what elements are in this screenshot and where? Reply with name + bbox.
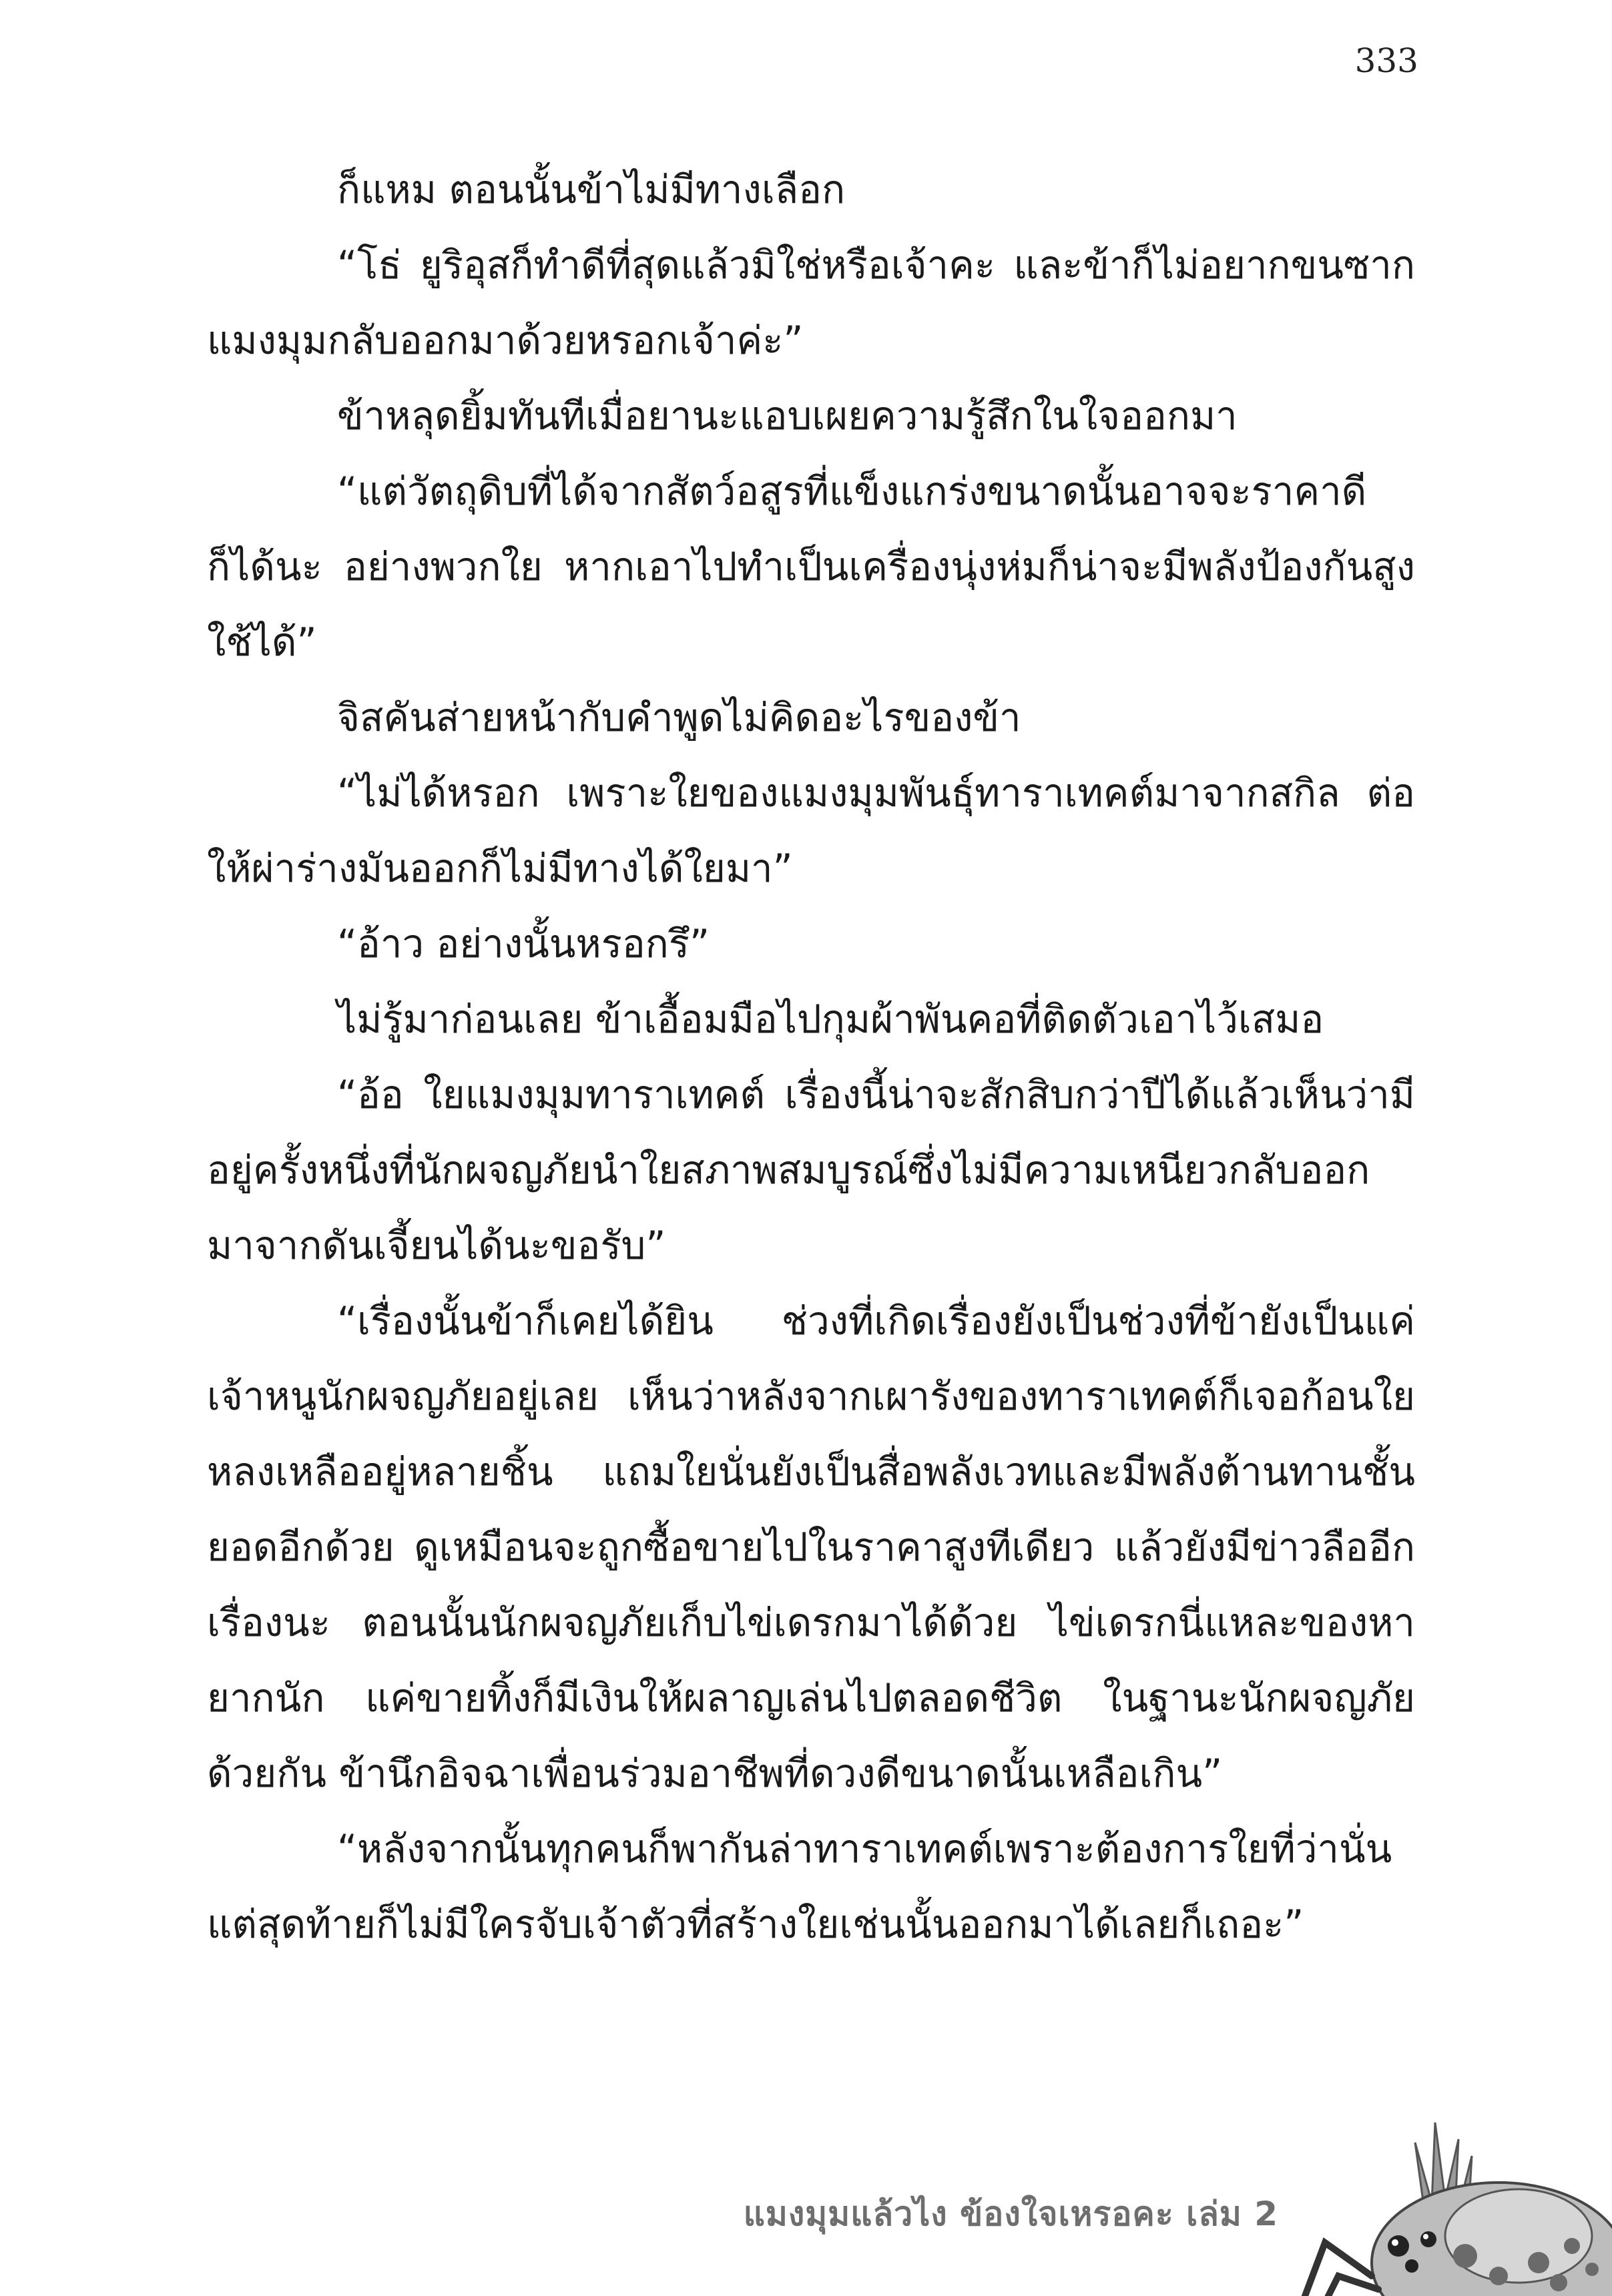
paragraph: “แต่วัตถุดิบที่ได้จากสัตว์อสูรที่แข็งแกร่งขนาดนั้นอาจจะราคาดีก็ได้นะ อย่างพวกใย หากเอาไปทำเป็นเครื่องนุ่งห่มก็น่าจะมีพลังป้องกันสูงใช้ได้” [207,469,1415,665]
footer-book-title: แมงมุมแล้วไง ข้องใจเหรอคะ เล่ม 2 [743,2195,1278,2233]
paragraph: “อ้อ ใยแมงมุมทาราเทคต์ เรื่องนี้น่าจะสักสิบกว่าปีได้แล้วเห็นว่ามีอยู่ครั้งหนึ่งที่นักผจญภัยนำใยสภาพสมบูรณ์ซึ่งไม่มีความเหนียวกลับออกมาจากดันเจี้ยนได้นะขอรับ” [207,1072,1415,1268]
paragraph: “เรื่องนั้นข้าก็เคยได้ยิน ช่วงที่เกิดเรื่องยังเป็นช่วงที่ข้ายังเป็นแค่เจ้าหนูนักผจญภัยอยู่เลย เห็นว่าหลังจากเผารังของทาราเทคต์ก็เจอก้อนใยหลงเหลืออยู่หลายชิ้น แถมใยนั่นยังเป็นสื่อพลังเวทและมีพลังต้านทานชั้นยอดอีกด้วย ดูเหมือนจะถูกซื้อขายไปในราคาสูงทีเดียว แล้วยังมีข่าวลืออีกเรื่องนะ ตอนนั้นนักผจญภัยเก็บไข่เดรกมาได้ด้วย ไข่เดรกนี่แหละของหายากนัก แค่ขายทิ้งก็มีเงินให้ผลาญเล่นไปตลอดชีวิต ในฐานะนักผจญภัยด้วยกัน ข้านึกอิจฉาเพื่อนร่วมอาชีพที่ดวงดีขนาดนั้นเหลือเกิน” [207,1298,1415,1796]
page-number: 333 [1354,41,1418,80]
spider-mascot-illustration [1298,2102,1612,2296]
paragraph: จิสคันส่ายหน้ากับคำพูดไม่คิดอะไรของข้า [337,695,1021,740]
body-text [207,152,1415,1962]
paragraph: “หลังจากนั้นทุกคนก็พากันล่าทาราเทคต์เพราะต้องการใยที่ว่านั่น แต่สุดท้ายก็ไม่มีใครจับเจ้าตัวที่สร้างใยเช่นนั้นออกมาได้เลยก็เถอะ” [207,1826,1392,1947]
paragraph: “อ้าว อย่างนั้นหรอกรึ” [337,921,710,966]
paragraph: “โธ่ ยูริอุสก็ทำดีที่สุดแล้วมิใช่หรือเจ้าคะ และข้าก็ไม่อยากขนซากแมงมุมกลับออกมาด้วยหรอกเจ้าค่ะ” [207,242,1415,363]
paragraph: ข้าหลุดยิ้มทันทีเมื่อยานะแอบเผยความรู้สึกในใจออกมา [337,393,1238,439]
paragraph: ไม่รู้มาก่อนเลย ข้าเอื้อมมือไปกุมผ้าพันคอที่ติดตัวเอาไว้เสมอ [337,996,1324,1042]
paragraph: ก็แหม ตอนนั้นข้าไม่มีทางเลือก [337,167,846,212]
paragraph: “ไม่ได้หรอก เพราะใยของแมงมุมพันธุ์ทาราเทคต์มาจากสกิล ต่อให้ผ่าร่างมันออกก็ไม่มีทางได้ใยมา” [207,770,1415,891]
